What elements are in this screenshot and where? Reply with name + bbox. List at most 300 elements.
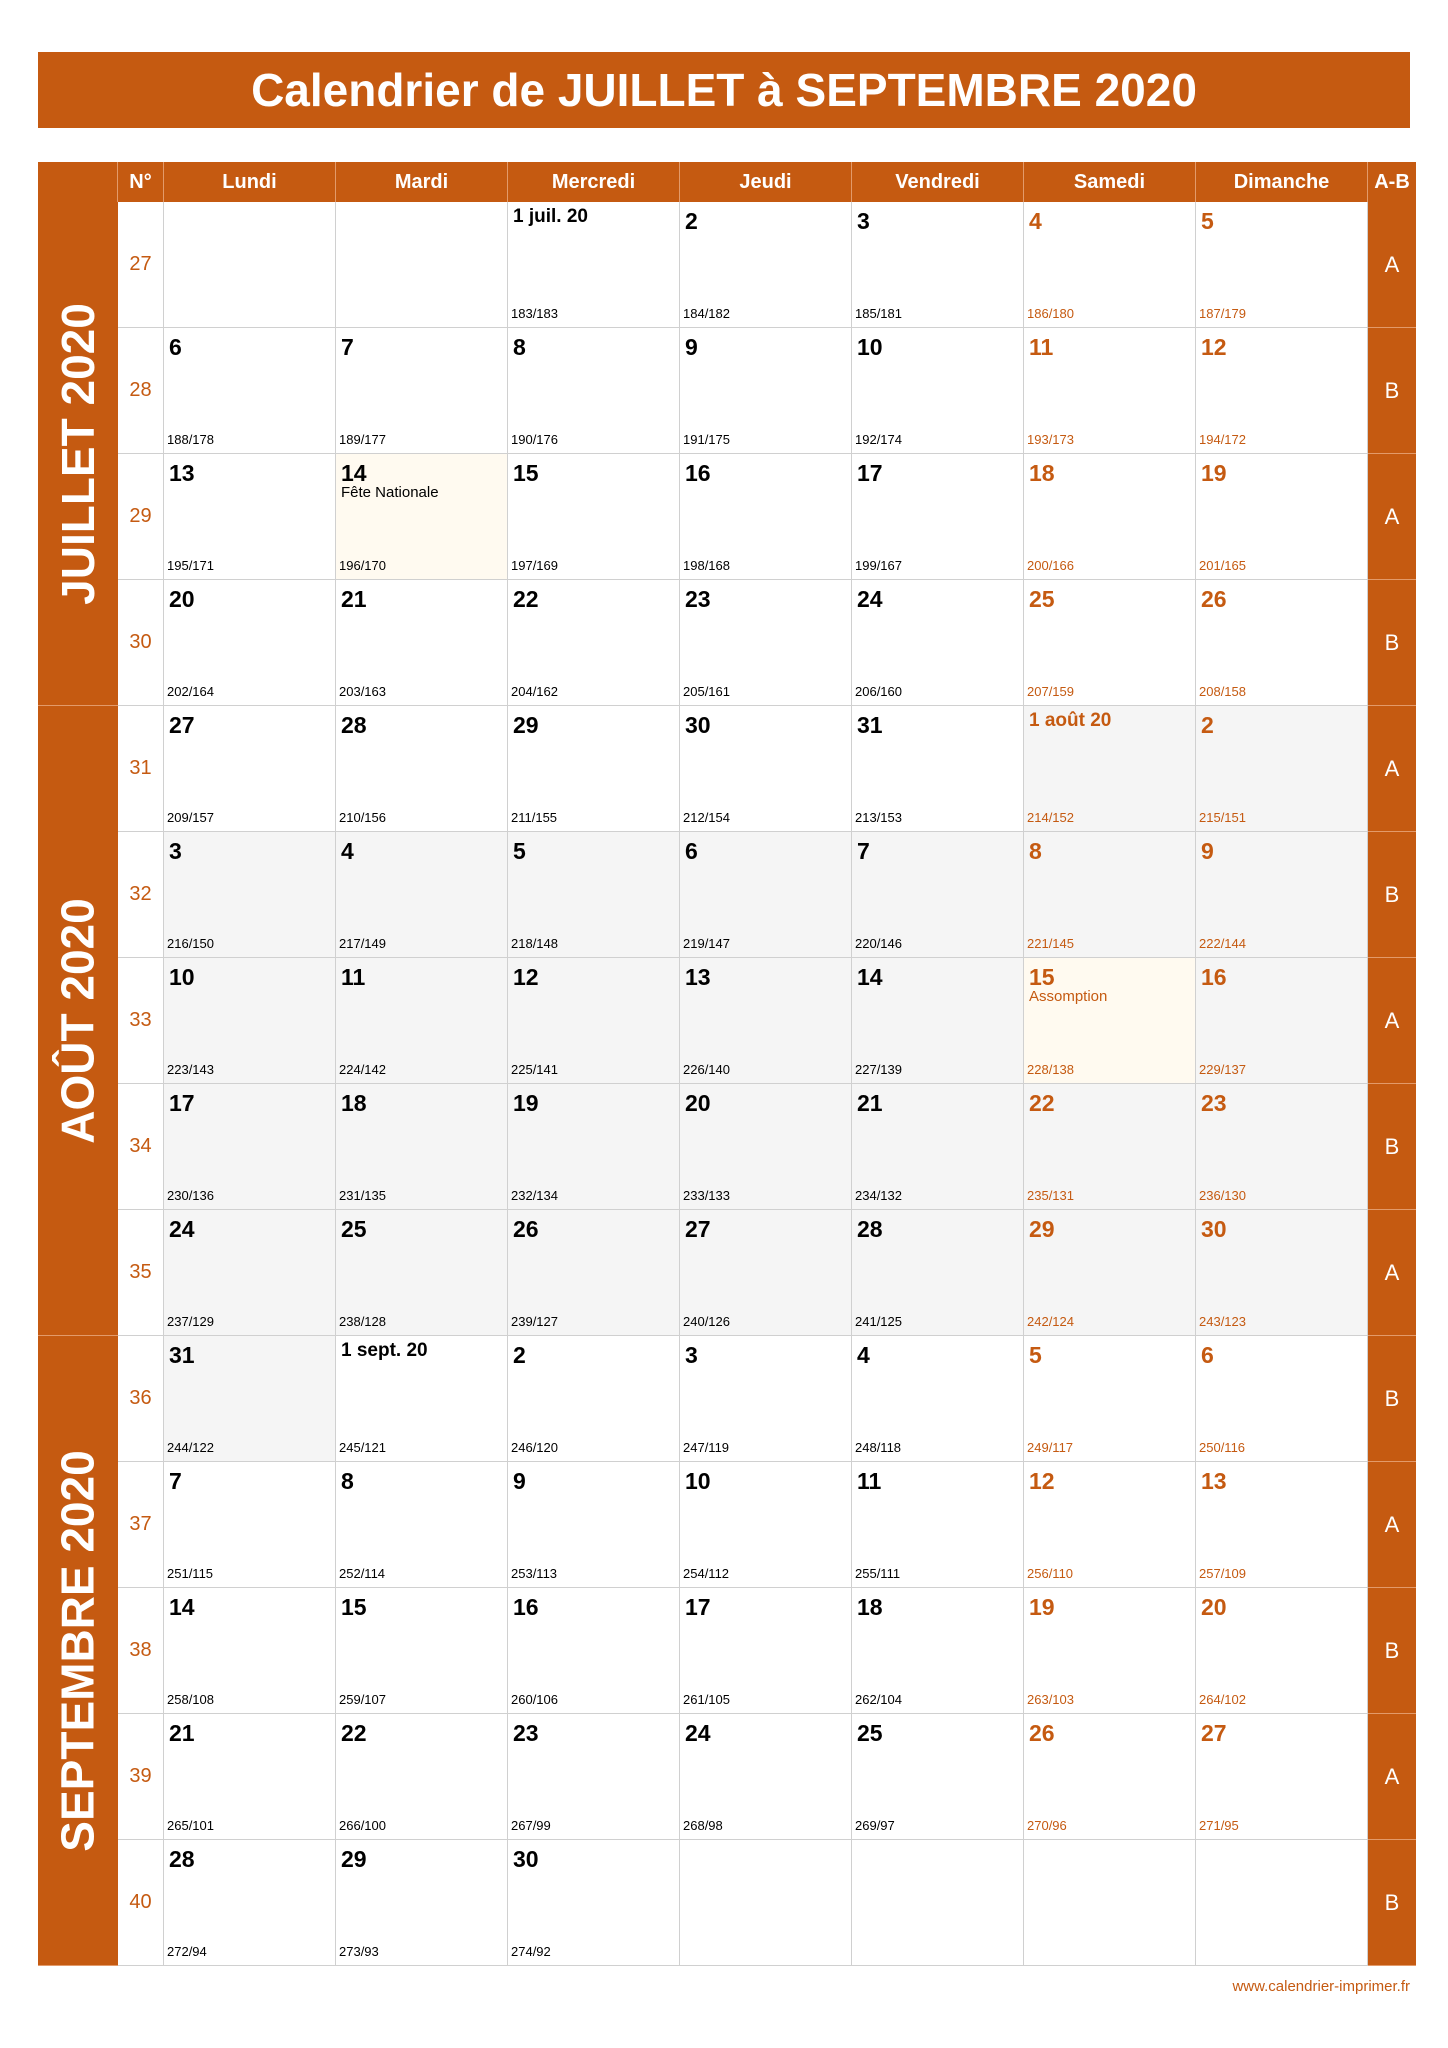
- week-ab: A: [1368, 202, 1416, 328]
- day-number: 7: [169, 1468, 182, 1494]
- day-cell[interactable]: [852, 1462, 1024, 1588]
- day-cell[interactable]: [336, 1084, 508, 1210]
- day-cell[interactable]: [164, 706, 336, 832]
- day-count: 215/151: [1199, 810, 1246, 825]
- empty-cell: [852, 1840, 1024, 1966]
- day-count: 253/113: [511, 1566, 558, 1581]
- day-cell[interactable]: [164, 832, 336, 958]
- day-count: 220/146: [855, 936, 902, 951]
- day-count: 200/166: [1027, 558, 1074, 573]
- day-number: 29: [1029, 1216, 1055, 1242]
- day-number: 30: [513, 1846, 539, 1872]
- day-cell[interactable]: [852, 1588, 1024, 1714]
- day-cell[interactable]: [680, 1084, 852, 1210]
- week-number: 40: [118, 1840, 164, 1966]
- day-count: 205/161: [683, 684, 730, 699]
- day-count: 201/165: [1199, 558, 1246, 573]
- day-cell[interactable]: [1196, 1588, 1368, 1714]
- day-cell[interactable]: [852, 328, 1024, 454]
- day-cell[interactable]: [680, 706, 852, 832]
- week-ab: A: [1368, 706, 1416, 832]
- day-count: 218/148: [511, 936, 558, 951]
- day-cell[interactable]: [1196, 580, 1368, 706]
- day-cell[interactable]: [164, 1210, 336, 1336]
- day-number: 16: [513, 1594, 539, 1620]
- week-ab: A: [1368, 1210, 1416, 1336]
- month-band-juillet: [38, 202, 118, 706]
- day-cell[interactable]: [1024, 958, 1196, 1084]
- day-cell[interactable]: [1196, 832, 1368, 958]
- day-count: 193/173: [1027, 432, 1074, 447]
- day-cell[interactable]: [852, 706, 1024, 832]
- header-day-sunday: Dimanche: [1196, 162, 1368, 202]
- day-number: 3: [169, 838, 182, 864]
- day-cell[interactable]: [1024, 1210, 1196, 1336]
- day-number: 6: [1201, 1342, 1214, 1368]
- day-number: 10: [169, 964, 195, 990]
- day-number: 2: [685, 208, 698, 234]
- week-number: 37: [118, 1462, 164, 1588]
- day-cell[interactable]: [1024, 1336, 1196, 1462]
- day-cell[interactable]: [1024, 202, 1196, 328]
- day-cell[interactable]: [680, 580, 852, 706]
- month-label-juillet: JUILLET 2020: [52, 302, 104, 605]
- day-cell[interactable]: [1196, 202, 1368, 328]
- day-count: 217/149: [339, 936, 386, 951]
- day-number: 19: [1201, 460, 1227, 486]
- day-number: 2: [513, 1342, 526, 1368]
- day-number: 18: [1029, 460, 1055, 486]
- day-cell[interactable]: [336, 1714, 508, 1840]
- day-number: 30: [1201, 1216, 1227, 1242]
- day-cell[interactable]: [336, 958, 508, 1084]
- day-cell[interactable]: [336, 1588, 508, 1714]
- week-ab: A: [1368, 454, 1416, 580]
- day-number: 11: [341, 964, 366, 990]
- day-number: 14: [341, 460, 367, 486]
- day-count: 270/96: [1027, 1818, 1067, 1833]
- day-cell[interactable]: [852, 1084, 1024, 1210]
- day-count: 187/179: [1199, 306, 1246, 321]
- day-number: 29: [513, 712, 539, 738]
- day-count: 188/178: [167, 432, 214, 447]
- day-number: 10: [857, 334, 883, 360]
- header-day-tuesday: Mardi: [336, 162, 508, 202]
- day-cell[interactable]: [852, 958, 1024, 1084]
- day-cell[interactable]: [1024, 832, 1196, 958]
- day-cell[interactable]: [1024, 454, 1196, 580]
- day-cell[interactable]: [336, 1840, 508, 1966]
- day-count: 233/133: [683, 1188, 730, 1203]
- day-number: 26: [1029, 1720, 1055, 1746]
- header-ab: A-B: [1368, 162, 1416, 202]
- day-cell[interactable]: [680, 1336, 852, 1462]
- week-number: 27: [118, 202, 164, 328]
- day-number: 12: [1029, 1468, 1055, 1494]
- day-count: 249/117: [1027, 1440, 1074, 1455]
- day-number: 23: [685, 586, 711, 612]
- day-cell[interactable]: [508, 1210, 680, 1336]
- day-count: 209/157: [167, 810, 214, 825]
- header-day-friday: Vendredi: [852, 162, 1024, 202]
- day-number: 19: [513, 1090, 539, 1116]
- day-cell[interactable]: [336, 328, 508, 454]
- day-number: 27: [1201, 1720, 1227, 1746]
- day-number: 28: [857, 1216, 883, 1242]
- day-number: 11: [857, 1468, 882, 1494]
- day-number: 13: [169, 460, 195, 486]
- day-number: 12: [513, 964, 539, 990]
- day-count: 246/120: [511, 1440, 558, 1455]
- day-count: 235/131: [1027, 1188, 1074, 1203]
- holiday-label: Assomption: [1029, 988, 1108, 1005]
- day-cell[interactable]: [1196, 1462, 1368, 1588]
- day-number: 13: [1201, 1468, 1227, 1494]
- day-number: 8: [513, 334, 526, 360]
- day-cell[interactable]: [508, 706, 680, 832]
- day-cell[interactable]: [1196, 1210, 1368, 1336]
- day-count: 248/118: [855, 1440, 902, 1455]
- day-number: 11: [1029, 334, 1054, 360]
- day-cell[interactable]: [336, 706, 508, 832]
- day-count: 185/181: [855, 306, 902, 321]
- day-cell[interactable]: [852, 1336, 1024, 1462]
- day-cell[interactable]: [336, 832, 508, 958]
- week-ab: B: [1368, 1588, 1416, 1714]
- week-number: 29: [118, 454, 164, 580]
- day-cell[interactable]: [164, 328, 336, 454]
- day-count: 260/106: [511, 1692, 558, 1707]
- day-number: 24: [685, 1720, 711, 1746]
- week-ab: A: [1368, 1462, 1416, 1588]
- day-number: 25: [341, 1216, 367, 1242]
- day-cell[interactable]: [508, 1336, 680, 1462]
- day-cell[interactable]: [1196, 1084, 1368, 1210]
- day-count: 236/130: [1199, 1188, 1246, 1203]
- day-number: 6: [169, 334, 182, 360]
- day-number: 10: [685, 1468, 711, 1494]
- day-cell[interactable]: [852, 202, 1024, 328]
- day-number: 8: [341, 1468, 354, 1494]
- day-number: 20: [685, 1090, 711, 1116]
- day-count: 252/114: [339, 1566, 386, 1581]
- day-cell[interactable]: [164, 1462, 336, 1588]
- month-label-septembre: SEPTEMBRE 2020: [52, 1449, 105, 1852]
- day-count: 199/167: [855, 558, 902, 573]
- header-day-saturday: Samedi: [1024, 162, 1196, 202]
- day-cell[interactable]: [164, 1588, 336, 1714]
- day-cell[interactable]: [1196, 1336, 1368, 1462]
- day-number: 29: [341, 1846, 367, 1872]
- day-count: 213/153: [855, 810, 902, 825]
- day-count: 251/115: [167, 1566, 214, 1581]
- day-number: 19: [1029, 1594, 1055, 1620]
- day-count: 255/111: [855, 1566, 901, 1581]
- day-count: 225/141: [511, 1062, 558, 1077]
- day-cell[interactable]: [508, 832, 680, 958]
- day-count: 273/93: [339, 1944, 379, 1959]
- day-count: 191/175: [683, 432, 730, 447]
- empty-cell: [1196, 1840, 1368, 1966]
- day-cell[interactable]: [1196, 958, 1368, 1084]
- day-cell[interactable]: [508, 1588, 680, 1714]
- day-number: 5: [513, 838, 526, 864]
- day-count: 227/139: [855, 1062, 902, 1077]
- day-count: 237/129: [167, 1314, 214, 1329]
- day-count: 210/156: [339, 810, 386, 825]
- day-number: 28: [341, 712, 367, 738]
- week-number: 34: [118, 1084, 164, 1210]
- day-number: 14: [857, 964, 883, 990]
- day-count: 190/176: [511, 432, 558, 447]
- day-cell[interactable]: [1024, 1588, 1196, 1714]
- day-number: 20: [169, 586, 195, 612]
- day-number: 27: [685, 1216, 711, 1242]
- day-count: 223/143: [167, 1062, 214, 1077]
- day-number: 28: [169, 1846, 195, 1872]
- day-count: 212/154: [683, 810, 730, 825]
- day-count: 226/140: [683, 1062, 730, 1077]
- day-number: 5: [1201, 208, 1214, 234]
- week-number: 39: [118, 1714, 164, 1840]
- header-corner: [38, 162, 118, 202]
- empty-cell: [1024, 1840, 1196, 1966]
- day-count: 244/122: [167, 1440, 214, 1455]
- day-number: 22: [513, 586, 539, 612]
- day-number: 27: [169, 712, 195, 738]
- day-cell[interactable]: [164, 454, 336, 580]
- day-cell[interactable]: [508, 1714, 680, 1840]
- day-number: 22: [341, 1720, 367, 1746]
- day-count: 262/104: [855, 1692, 902, 1707]
- day-cell[interactable]: [336, 1462, 508, 1588]
- header-day-thursday: Jeudi: [680, 162, 852, 202]
- day-number: 9: [685, 334, 698, 360]
- week-number: 32: [118, 832, 164, 958]
- day-number: 4: [341, 838, 354, 864]
- day-number: 15: [513, 460, 539, 486]
- day-number: 21: [341, 586, 367, 612]
- day-number: 26: [513, 1216, 539, 1242]
- day-count: 194/172: [1199, 432, 1246, 447]
- day-count: 232/134: [511, 1188, 558, 1203]
- day-cell[interactable]: [1024, 1462, 1196, 1588]
- day-number: 17: [685, 1594, 711, 1620]
- day-count: 195/171: [167, 558, 214, 573]
- day-number: 3: [857, 208, 870, 234]
- day-count: 250/116: [1199, 1440, 1246, 1455]
- day-count: 257/109: [1199, 1566, 1246, 1581]
- day-number: 26: [1201, 586, 1227, 612]
- empty-cell: [336, 202, 508, 328]
- day-number: 24: [857, 586, 883, 612]
- day-count: 222/144: [1199, 936, 1246, 951]
- day-count: 189/177: [339, 432, 386, 447]
- week-ab: A: [1368, 958, 1416, 1084]
- day-number: 23: [1201, 1090, 1227, 1116]
- day-number: 16: [685, 460, 711, 486]
- day-count: 202/164: [167, 684, 214, 699]
- day-number: 17: [169, 1090, 195, 1116]
- day-cell[interactable]: [680, 958, 852, 1084]
- day-cell[interactable]: [508, 1462, 680, 1588]
- page-title: Calendrier de JUILLET à SEPTEMBRE 2020: [38, 52, 1410, 128]
- week-number: 28: [118, 328, 164, 454]
- day-cell[interactable]: [852, 580, 1024, 706]
- day-cell[interactable]: [508, 580, 680, 706]
- week-ab: B: [1368, 1084, 1416, 1210]
- day-count: 261/105: [683, 1692, 730, 1707]
- day-cell[interactable]: [680, 328, 852, 454]
- day-cell[interactable]: [680, 202, 852, 328]
- day-count: 266/100: [339, 1818, 386, 1833]
- day-cell[interactable]: [1196, 328, 1368, 454]
- day-number: 16: [1201, 964, 1227, 990]
- day-cell[interactable]: [164, 1084, 336, 1210]
- week-number: 33: [118, 958, 164, 1084]
- day-cell[interactable]: [508, 328, 680, 454]
- day-cell[interactable]: [1024, 328, 1196, 454]
- week-number: 38: [118, 1588, 164, 1714]
- day-count: 197/169: [511, 558, 558, 573]
- day-number: 9: [513, 1468, 526, 1494]
- day-number: 17: [857, 460, 883, 486]
- day-cell[interactable]: [508, 958, 680, 1084]
- day-count: 183/183: [511, 306, 558, 321]
- day-cell[interactable]: [852, 832, 1024, 958]
- day-number: 15: [1029, 964, 1055, 990]
- day-number: 24: [169, 1216, 195, 1242]
- day-number: 1 sept. 20: [341, 1340, 428, 1361]
- day-count: 264/102: [1199, 1692, 1246, 1707]
- day-cell[interactable]: [680, 1462, 852, 1588]
- day-number: 13: [685, 964, 711, 990]
- day-count: 207/159: [1027, 684, 1074, 699]
- week-ab: B: [1368, 1336, 1416, 1462]
- day-number: 18: [857, 1594, 883, 1620]
- day-cell[interactable]: [852, 1714, 1024, 1840]
- day-count: 254/112: [683, 1566, 730, 1581]
- week-ab: A: [1368, 1714, 1416, 1840]
- day-count: 247/119: [683, 1440, 730, 1455]
- day-cell[interactable]: [1024, 580, 1196, 706]
- day-number: 25: [1029, 586, 1055, 612]
- day-number: 25: [857, 1720, 883, 1746]
- day-number: 1 juil. 20: [513, 206, 588, 227]
- day-cell[interactable]: [164, 1336, 336, 1462]
- day-number: 9: [1201, 838, 1214, 864]
- day-cell[interactable]: [1196, 454, 1368, 580]
- week-ab: B: [1368, 1840, 1416, 1966]
- day-count: 256/110: [1027, 1566, 1074, 1581]
- day-count: 241/125: [855, 1314, 902, 1329]
- day-cell[interactable]: [336, 454, 508, 580]
- day-count: 242/124: [1027, 1314, 1074, 1329]
- day-count: 184/182: [683, 306, 730, 321]
- day-count: 234/132: [855, 1188, 902, 1203]
- day-number: 4: [1029, 208, 1042, 234]
- day-number: 18: [341, 1090, 367, 1116]
- week-number: 30: [118, 580, 164, 706]
- day-number: 3: [685, 1342, 698, 1368]
- day-number: 23: [513, 1720, 539, 1746]
- day-number: 14: [169, 1594, 195, 1620]
- day-cell[interactable]: [680, 454, 852, 580]
- week-number: 35: [118, 1210, 164, 1336]
- day-cell[interactable]: [164, 1714, 336, 1840]
- day-count: 230/136: [167, 1188, 214, 1203]
- day-count: 196/170: [339, 558, 386, 573]
- day-cell[interactable]: [508, 1840, 680, 1966]
- day-cell[interactable]: [336, 1336, 508, 1462]
- day-cell[interactable]: [1196, 706, 1368, 832]
- day-cell[interactable]: [508, 454, 680, 580]
- day-count: 272/94: [167, 1944, 207, 1959]
- day-number: 7: [857, 838, 870, 864]
- day-cell[interactable]: [164, 958, 336, 1084]
- day-count: 267/99: [511, 1818, 551, 1833]
- week-number: 36: [118, 1336, 164, 1462]
- day-number: 31: [169, 1342, 195, 1368]
- day-count: 240/126: [683, 1314, 730, 1329]
- footer-website[interactable]: www.calendrier-imprimer.fr: [1232, 1978, 1410, 1995]
- day-cell[interactable]: [508, 202, 680, 328]
- day-count: 269/97: [855, 1818, 895, 1833]
- day-cell[interactable]: [1196, 1714, 1368, 1840]
- day-cell[interactable]: [508, 1084, 680, 1210]
- day-cell[interactable]: [164, 1840, 336, 1966]
- day-cell[interactable]: [680, 832, 852, 958]
- day-count: 274/92: [511, 1944, 551, 1959]
- day-count: 192/174: [855, 432, 902, 447]
- header-day-monday: Lundi: [164, 162, 336, 202]
- week-ab: B: [1368, 328, 1416, 454]
- day-cell[interactable]: [680, 1588, 852, 1714]
- day-count: 239/127: [511, 1314, 558, 1329]
- day-cell[interactable]: [1024, 1084, 1196, 1210]
- day-cell[interactable]: [852, 454, 1024, 580]
- day-count: 224/142: [339, 1062, 386, 1077]
- day-cell[interactable]: [164, 580, 336, 706]
- week-ab: B: [1368, 580, 1416, 706]
- day-count: 231/135: [339, 1188, 386, 1203]
- day-cell[interactable]: [680, 1210, 852, 1336]
- day-count: 229/137: [1199, 1062, 1246, 1077]
- day-cell[interactable]: [852, 1210, 1024, 1336]
- day-cell[interactable]: [1024, 1714, 1196, 1840]
- holiday-label: Fête Nationale: [341, 484, 439, 501]
- day-cell[interactable]: [680, 1714, 852, 1840]
- day-number: 7: [341, 334, 354, 360]
- day-number: 2: [1201, 712, 1214, 738]
- day-count: 258/108: [167, 1692, 214, 1707]
- day-count: 245/121: [339, 1440, 386, 1455]
- day-number: 4: [857, 1342, 870, 1368]
- day-cell[interactable]: [336, 580, 508, 706]
- day-count: 204/162: [511, 684, 558, 699]
- day-count: 219/147: [683, 936, 730, 951]
- day-number: 6: [685, 838, 698, 864]
- day-count: 271/95: [1199, 1818, 1239, 1833]
- day-cell[interactable]: [1024, 706, 1196, 832]
- day-count: 228/138: [1027, 1062, 1074, 1077]
- header-day-wednesday: Mercredi: [508, 162, 680, 202]
- day-count: 268/98: [683, 1818, 723, 1833]
- day-number: 22: [1029, 1090, 1055, 1116]
- month-band-septembre: [38, 1336, 118, 1966]
- day-count: 221/145: [1027, 936, 1074, 951]
- day-cell[interactable]: [336, 1210, 508, 1336]
